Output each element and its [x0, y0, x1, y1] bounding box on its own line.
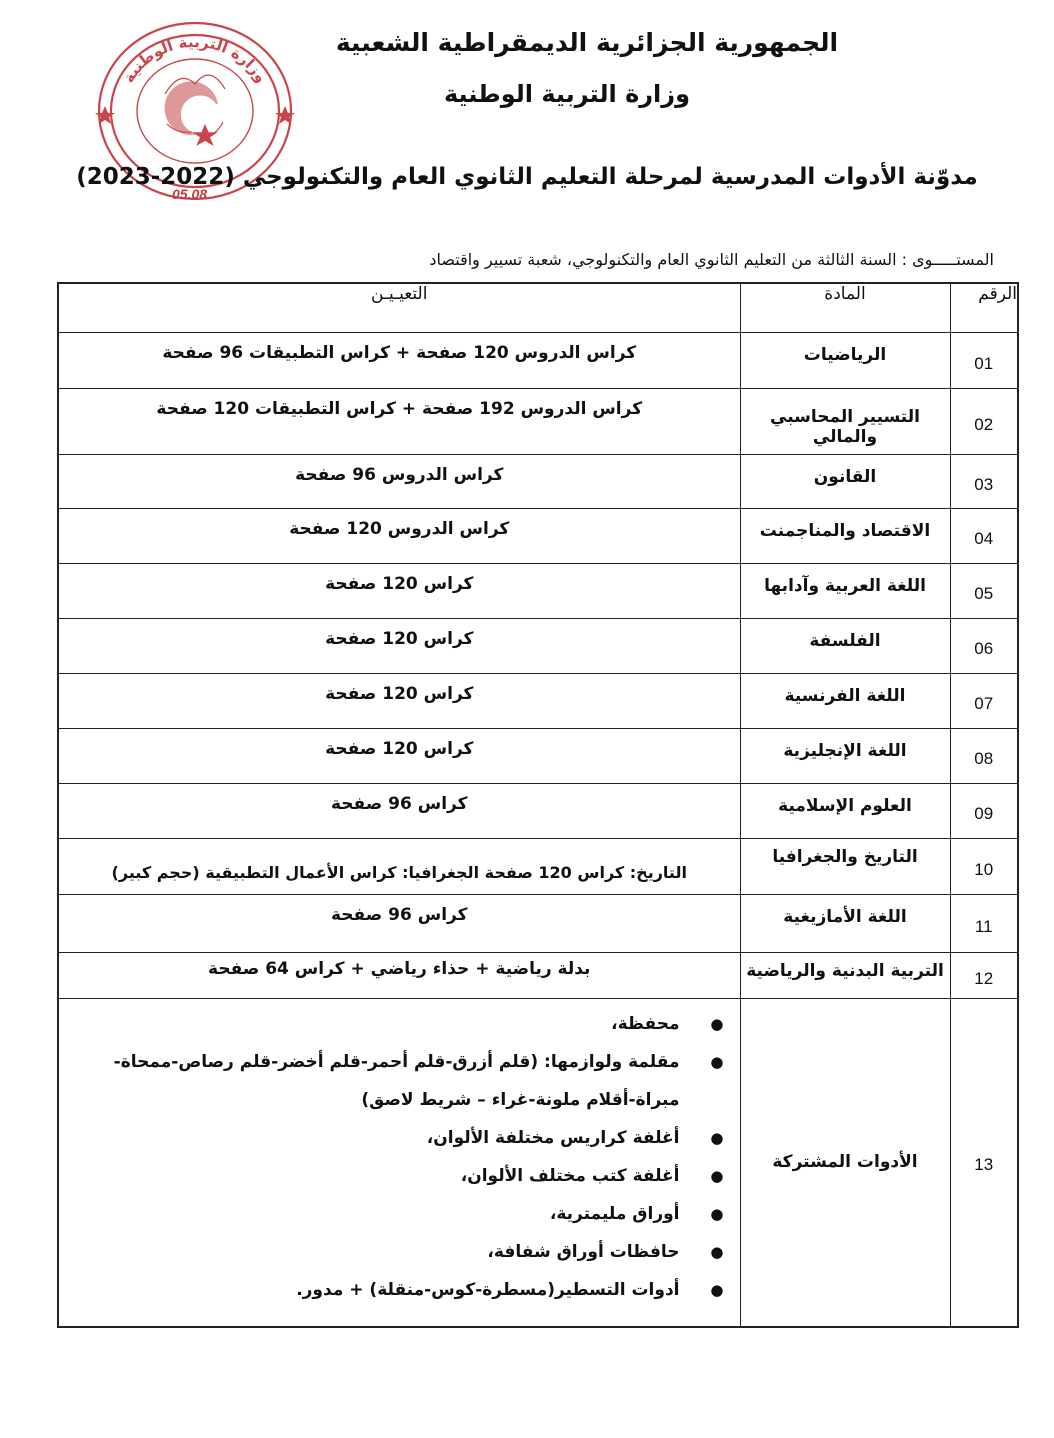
- table-row: [58, 953, 1018, 999]
- row-num: 08: [950, 729, 1018, 784]
- table-row: [58, 674, 1018, 729]
- stamp-text: وزارة التربية الوطنية: [119, 32, 271, 86]
- row-items: كراس 120 صفحة: [58, 564, 740, 619]
- row-items: كراس الدروس 192 صفحة + كراس التطبيقات 120 صفحة: [58, 389, 740, 455]
- table-row: [58, 333, 1018, 389]
- row-subject: العلوم الإسلامية: [740, 784, 950, 839]
- row-num: 13: [950, 999, 1018, 1327]
- level-line: المستـــــوى : السنة الثالثة من التعليم الثانوي العام والتكنولوجي، شعبة تسيير واقتصاد: [429, 250, 994, 269]
- row-subject: الاقتصاد والمناجمنت: [740, 509, 950, 564]
- bullet-icon: ●: [710, 1243, 724, 1261]
- table-row: [58, 455, 1018, 509]
- table-row: [58, 839, 1018, 895]
- table-row: [58, 509, 1018, 564]
- table-row: [58, 784, 1018, 839]
- header-num: الرقم: [950, 283, 1018, 333]
- row-num: 11: [950, 895, 1018, 953]
- row-num: 04: [950, 509, 1018, 564]
- document-title: مدوّنة الأدوات المدرسية لمرحلة التعليم الثانوي العام والتكنولوجي (2022-2023): [76, 164, 978, 190]
- row-items: كراس 96 صفحة: [58, 895, 740, 953]
- list-item: ● أغلفة كراريس مختلفة الألوان،: [79, 1119, 680, 1157]
- row-subject: اللغة الأمازيغية: [740, 895, 950, 953]
- row-items: بدلة رياضية + حذاء رياضي + كراس 64 صفحة: [58, 953, 740, 999]
- header-items: التعيـيـن: [58, 283, 740, 333]
- list-item: ● مقلمة ولوازمها: (قلم أزرق-قلم أحمر-قلم أخضر-قلم رصاص-ممحاة-مبراة-أقلام ملونة-غراء – شريط لاصق): [79, 1043, 680, 1119]
- row-subject: القانون: [740, 455, 950, 509]
- row-items: كراس الدروس 120 صفحة: [58, 509, 740, 564]
- row-items: كراس الدروس 96 صفحة: [58, 455, 740, 509]
- row-subject: اللغة الإنجليزية: [740, 729, 950, 784]
- row-subject: اللغة العربية وآدابها: [740, 564, 950, 619]
- row-items: كراس 96 صفحة: [58, 784, 740, 839]
- row-items: التاريخ: كراس 120 صفحة الجغرافيا: كراس الأعمال التطبيقية (حجم كبير): [58, 839, 740, 895]
- table-row-common: [58, 999, 1018, 1327]
- table-row: [58, 619, 1018, 674]
- row-subject: التربية البدنية والرياضية: [740, 953, 950, 999]
- row-num: 12: [950, 953, 1018, 999]
- row-subject: التاريخ والجغرافيا: [740, 839, 950, 895]
- list-item: ● أوراق مليمترية،: [79, 1195, 680, 1233]
- bullet-icon: ●: [710, 1129, 724, 1147]
- row-num: 01: [950, 333, 1018, 389]
- bullet-icon: ●: [710, 1281, 724, 1299]
- bullet-icon: ●: [710, 1167, 724, 1185]
- common-items-list: [59, 999, 740, 1309]
- list-item: ● أدوات التسطير(مسطرة-كوس-منقلة) + مدور.: [79, 1271, 680, 1309]
- common-items-cell: [58, 999, 740, 1327]
- bullet-icon: ●: [710, 1205, 724, 1223]
- header-subject: المادة: [740, 283, 950, 333]
- row-num: 05: [950, 564, 1018, 619]
- supplies-table: [57, 282, 1019, 1328]
- table-row: [58, 564, 1018, 619]
- row-items: كراس 120 صفحة: [58, 674, 740, 729]
- list-item: ● حافظات أوراق شفافة،: [79, 1233, 680, 1271]
- stamp-date: 05.08: [172, 186, 208, 202]
- list-item: ● أغلفة كتب مختلف الألوان،: [79, 1157, 680, 1195]
- row-num: 06: [950, 619, 1018, 674]
- row-subject: اللغة الفرنسية: [740, 674, 950, 729]
- row-num: 10: [950, 839, 1018, 895]
- row-items: كراس 120 صفحة: [58, 729, 740, 784]
- row-num: 02: [950, 389, 1018, 455]
- ministry-name: وزارة التربية الوطنية: [443, 80, 691, 108]
- list-item: ● محفظة،: [79, 1005, 680, 1043]
- table-header-row: [58, 283, 1018, 333]
- table-row: [58, 895, 1018, 953]
- row-num: 09: [950, 784, 1018, 839]
- row-items: كراس الدروس 120 صفحة + كراس التطبيقات 96 صفحة: [58, 333, 740, 389]
- row-items: كراس 120 صفحة: [58, 619, 740, 674]
- row-num: 07: [950, 674, 1018, 729]
- row-num: 03: [950, 455, 1018, 509]
- row-subject: التسيير المحاسبي والمالي: [740, 389, 950, 455]
- republic-name: الجمهورية الجزائرية الديمقراطية الشعبية: [335, 28, 839, 57]
- table-row: [58, 389, 1018, 455]
- row-subject: الفلسفة: [740, 619, 950, 674]
- bullet-icon: ●: [710, 1053, 724, 1071]
- row-subject: الأدوات المشتركة: [740, 999, 950, 1327]
- row-subject: الرياضيات: [740, 333, 950, 389]
- bullet-icon: ●: [710, 1015, 724, 1033]
- table-row: [58, 729, 1018, 784]
